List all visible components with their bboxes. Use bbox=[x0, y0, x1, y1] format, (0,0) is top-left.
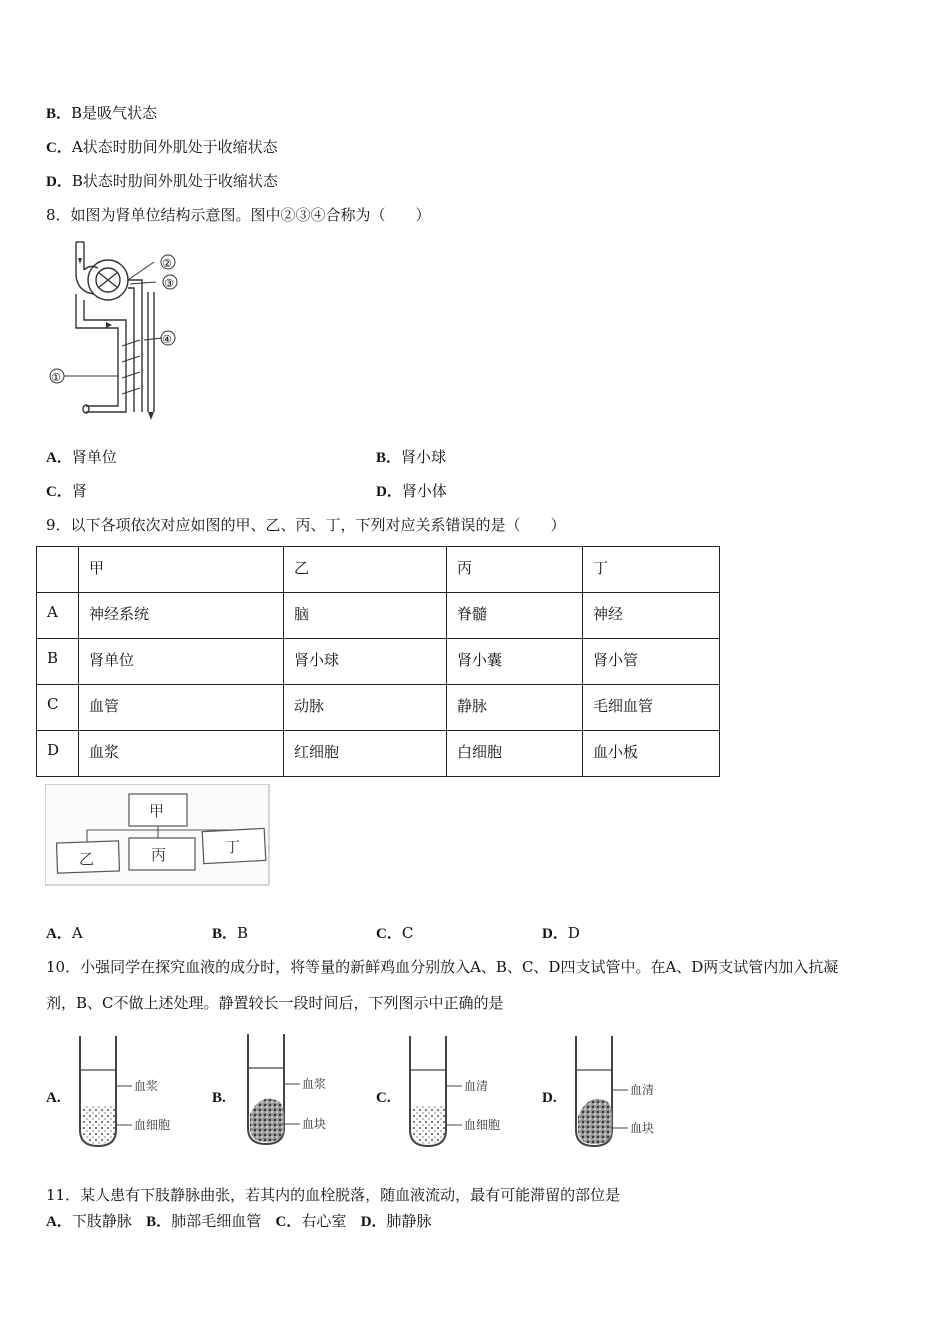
q9-option-d: D．D bbox=[542, 924, 580, 942]
table-cell: 肾小囊 bbox=[447, 639, 583, 685]
nephron-diagram bbox=[44, 236, 194, 422]
tube-d-bottom-label: 血块 bbox=[630, 1121, 655, 1135]
hierarchy-label-bing: 丙 bbox=[151, 846, 167, 864]
q7-option-d: D．B状态时肋间外肌处于收缩状态 bbox=[46, 172, 278, 190]
tube-a-bottom-label: 血细胞 bbox=[134, 1118, 171, 1132]
table-cell: 肾小球 bbox=[284, 639, 447, 685]
q11-options: A．下肢静脉 B．肺部毛细血管 C．右心室 D．肺静脉 bbox=[46, 1212, 432, 1230]
q8-option-b: B．肾小球 bbox=[376, 448, 447, 466]
tube-d-top-label: 血清 bbox=[630, 1083, 655, 1097]
table-cell: 脑 bbox=[284, 593, 447, 639]
table-row bbox=[37, 639, 720, 685]
table-cell: A bbox=[37, 593, 79, 639]
q8-option-a: A．肾单位 bbox=[46, 448, 117, 466]
q8-option-c: C．肾 bbox=[46, 482, 87, 500]
table-cell: 丁 bbox=[583, 547, 720, 593]
table-header-row bbox=[37, 547, 720, 593]
table-cell: B bbox=[37, 639, 79, 685]
table-cell: 神经系统 bbox=[79, 593, 284, 639]
table-cell: 毛细血管 bbox=[583, 685, 720, 731]
q8-stem: 8．如图为肾单位结构示意图。图中②③④合称为（ ） bbox=[46, 206, 431, 224]
test-tube-b bbox=[238, 1028, 368, 1152]
table-cell: C bbox=[37, 685, 79, 731]
tube-c-top-label: 血清 bbox=[464, 1079, 489, 1093]
q10-stem-line2: 剂，B、C不做上述处理。静置较长一段时间后，下列图示中正确的是 bbox=[46, 994, 504, 1012]
nephron-label-1: ① bbox=[51, 371, 61, 384]
table-cell: 红细胞 bbox=[284, 731, 447, 777]
table-row bbox=[37, 685, 720, 731]
table-cell bbox=[37, 547, 79, 593]
hierarchy-label-jia: 甲 bbox=[149, 802, 165, 820]
test-tube-d bbox=[566, 1030, 696, 1154]
hierarchy-diagram bbox=[45, 784, 270, 886]
q9-option-a: A．A bbox=[46, 924, 83, 942]
test-tube-a bbox=[70, 1030, 200, 1154]
tube-c-label: C. bbox=[376, 1090, 391, 1106]
table-cell: 血小板 bbox=[583, 731, 720, 777]
q9-table bbox=[36, 546, 720, 777]
table-cell: 肾单位 bbox=[79, 639, 284, 685]
hierarchy-label-ding: 丁 bbox=[225, 838, 241, 856]
q9-option-c: C．C bbox=[376, 924, 414, 942]
table-cell: 动脉 bbox=[284, 685, 447, 731]
tube-a-top-label: 血浆 bbox=[134, 1079, 159, 1093]
table-cell: 乙 bbox=[284, 547, 447, 593]
tube-b-label: B. bbox=[212, 1090, 226, 1106]
table-cell: 肾小管 bbox=[583, 639, 720, 685]
table-cell: 神经 bbox=[583, 593, 720, 639]
nephron-label-4: ④ bbox=[162, 333, 172, 346]
table-row bbox=[37, 593, 720, 639]
table-cell: 丙 bbox=[447, 547, 583, 593]
table-cell: 脊髓 bbox=[447, 593, 583, 639]
q7-option-b: B．B是吸气状态 bbox=[46, 104, 158, 122]
tube-b-bottom-label: 血块 bbox=[302, 1117, 327, 1131]
q7-option-c: C．A状态时肋间外肌处于收缩状态 bbox=[46, 138, 278, 156]
tube-c-bottom-label: 血细胞 bbox=[464, 1118, 501, 1132]
tube-a-label: A. bbox=[46, 1090, 61, 1106]
test-tube-c bbox=[400, 1030, 530, 1154]
q8-option-d: D．肾小体 bbox=[376, 482, 447, 500]
table-cell: 血管 bbox=[79, 685, 284, 731]
q9-stem: 9．以下各项依次对应如图的甲、乙、丙、丁，下列对应关系错误的是（ ） bbox=[46, 516, 566, 534]
table-cell: 白细胞 bbox=[447, 731, 583, 777]
q9-option-b: B．B bbox=[212, 924, 249, 942]
tube-b-top-label: 血浆 bbox=[302, 1077, 327, 1091]
nephron-label-2: ② bbox=[162, 257, 172, 270]
table-cell: 静脉 bbox=[447, 685, 583, 731]
nephron-label-3: ③ bbox=[164, 277, 174, 290]
hierarchy-label-yi: 乙 bbox=[79, 850, 95, 868]
tube-d-label: D. bbox=[542, 1090, 557, 1106]
table-cell: 甲 bbox=[79, 547, 284, 593]
q11-stem: 11．某人患有下肢静脉曲张，若其内的血栓脱落，随血液流动，最有可能滞留的部位是 bbox=[46, 1186, 621, 1204]
table-row bbox=[37, 731, 720, 777]
table-cell: 血浆 bbox=[79, 731, 284, 777]
q10-stem-line1: 10．小强同学在探究血液的成分时，将等量的新鲜鸡血分别放入A、B、C、D四支试管中。在A、D两支试管内加入抗凝 bbox=[46, 958, 839, 976]
table-cell: D bbox=[37, 731, 79, 777]
